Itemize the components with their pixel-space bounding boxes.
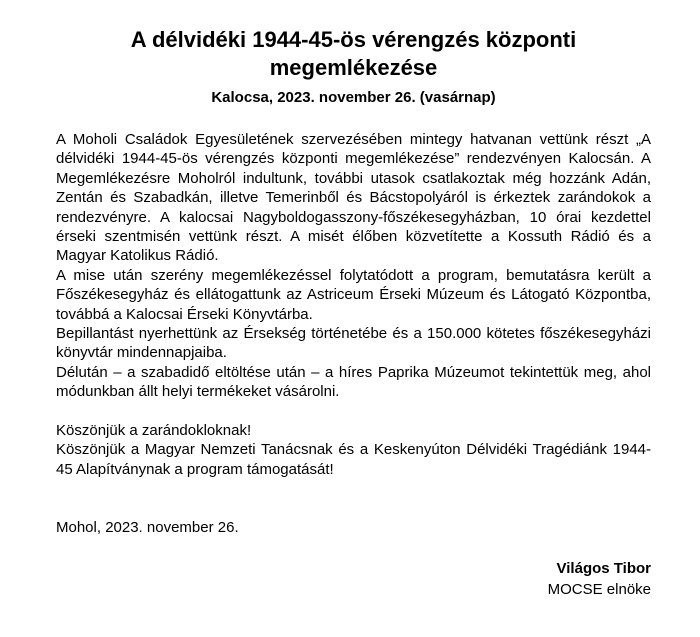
signature-block (56, 558, 651, 600)
signature-role: MOCSE elnöke (547, 580, 651, 598)
paragraph-1: A Moholi Családok Egyesületének szervezésében mintegy hatvanan vettünk részt „A délvidéki 1944-45-ös vérengzés központi megemlékezése” rendezvényen Kalocsán. A Megemlékezésre Moholról indultunk, további utasok csatlakoztak még hozzánk Adán, Zentán és Szabadkán, illetve Temerinből és Bácstopolyáról is érkeztek zarándokok a rendezvényre. A kalocsai Nagyboldogasszony-főszékesegyházban, 10 órai kezdettel érseki szentmisén vettünk részt. A misét élőben közvetítette a Kossuth Rádió és a Magyar Katolikus Rádió. (56, 131, 651, 265)
spacer (56, 479, 651, 518)
paragraph-2: A mise után szerény megemlékezéssel folytatódott a program, bemutatásra került a Főszékesegyház és ellátogattunk az Astriceum Érseki Múzeum és Látogató Központba, továbbá a Kalocsai Érseki Könyvtárba. (56, 266, 651, 323)
document-page (56, 26, 651, 600)
place-date: Mohol, 2023. november 26. (56, 519, 239, 537)
paragraph-4: Délután – a szabadidő eltöltése után – a híres Paprika Múzeumot tekintettük meg, ahol módunkban állt helyi termékeket vásárolni. (56, 363, 651, 401)
signature-name: Világos Tibor (556, 559, 651, 577)
document-title: A délvidéki 1944-45-ös vérengzés központi megemlékezése (130, 27, 577, 80)
document-body (56, 130, 651, 538)
spacer (56, 402, 651, 421)
document-subtitle: Kalocsa, 2023. november 26. (vasárnap) (211, 89, 496, 106)
thanks-pilgrims: Köszönjük a zarándokloknak! (56, 422, 252, 440)
thanks-sponsors: Köszönjük a Magyar Nemzeti Tanácsnak és a Keskenyúton Délvidéki Tragédiánk 1944-45 Alapítványnak a program támogatását! (56, 441, 651, 478)
paragraph-3: Bepillantást nyerhettünk az Érsekség történetébe és a 150.000 kötetes főszékesegyházi könyvtár mindennapjaiba. (56, 325, 651, 362)
